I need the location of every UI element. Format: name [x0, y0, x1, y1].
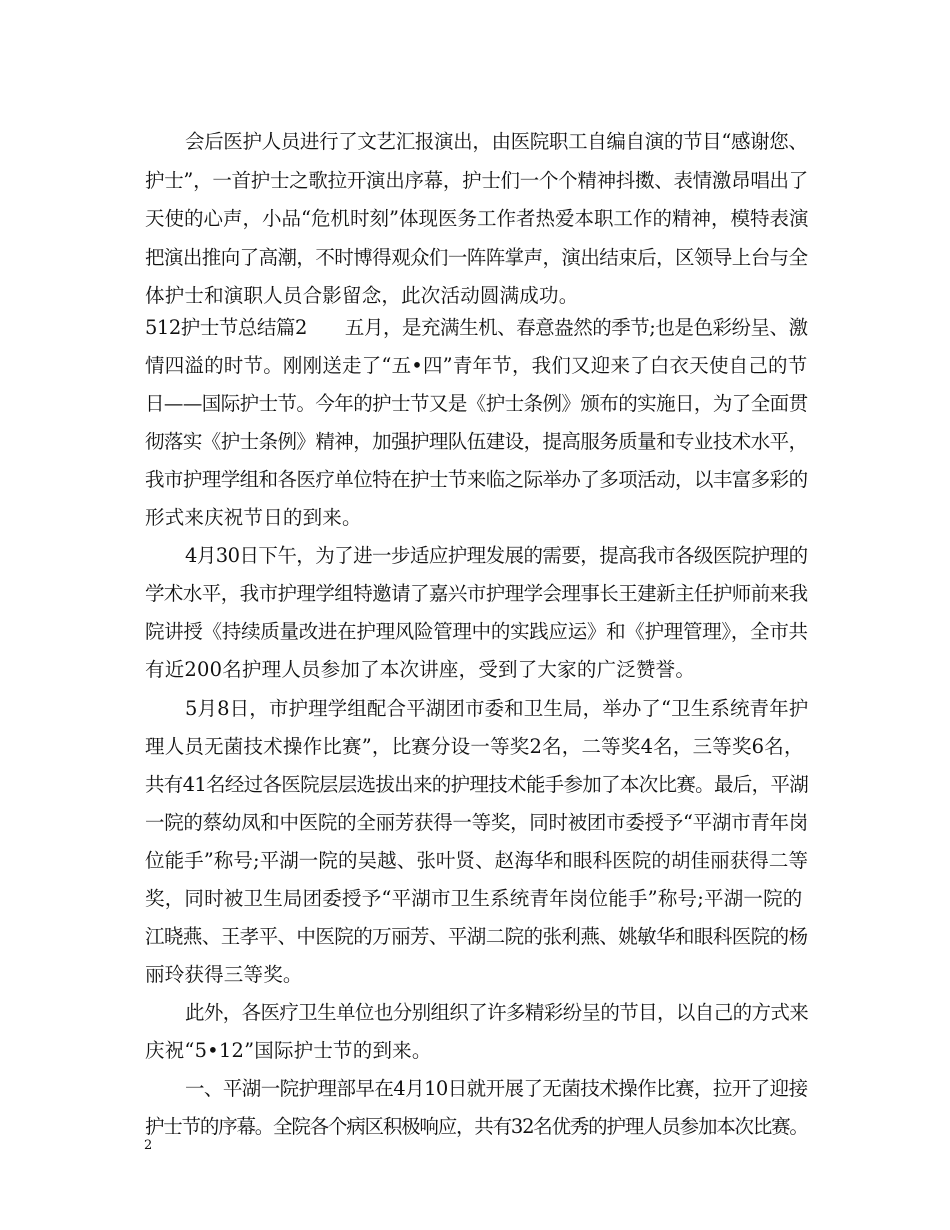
text-line: 江晓燕、王孝平、中医院的万丽芳、平湖二院的张利燕、姚敏华和眼科医院的杨 [145, 925, 808, 948]
text-line: 彻落实《护士条例》精神，加强护理队伍建设，提高服务质量和专业技术水平， [145, 430, 808, 453]
text-line: 学术水平，我市护理学组特邀请了嘉兴市护理学会理事长王建新主任护师前来我 [145, 582, 808, 605]
text-line: 庆祝“5•12”国际护士节的到来。 [145, 1039, 432, 1062]
text-line: 有近200名护理人员参加了本次讲座，受到了大家的广泛赞誉。 [145, 658, 696, 681]
text-line: 位能手”称号;平湖一院的吴越、张叶贤、赵海华和眼科医院的胡佳丽获得二等 [145, 849, 809, 872]
text-line: 护士节的序幕。全院各个病区积极响应，共有32名优秀的护理人员参加本次比赛。 [145, 1115, 808, 1138]
text-line: 丽玲获得三等奖。 [145, 963, 303, 986]
text-line: 5月8日，市护理学组配合平湖团市委和卫生局，举办了“卫生系统青年护 [185, 697, 809, 720]
text-line: 理人员无菌技术操作比赛”，比赛分设一等奖2名，二等奖4名，三等奖6名， [145, 735, 804, 758]
text-line: 形式来庆祝节日的到来。 [145, 506, 362, 529]
text-line: 天使的心声，小品“危机时刻”体现医务工作者热爱本职工作的精神，模特表演 [145, 207, 809, 230]
text-line: 情四溢的时节。刚刚送走了“五•四”青年节，我们又迎来了白衣天使自己的节 [145, 354, 808, 377]
text-line: 护士”，一首护士之歌拉开演出序幕，护士们一个个精神抖擞、表情激昂唱出了 [145, 169, 808, 192]
text-line: 共有41名经过各医院层层选拔出来的护理技术能手参加了本次比赛。最后，平湖 [145, 773, 809, 796]
text-line: 把演出推向了高潮，不时博得观众们一阵阵掌声，演出结束后，区领导上台与全 [145, 246, 808, 269]
text-line: 日——国际护士节。今年的护士节又是《护士条例》颁布的实施日，为了全面贯 [145, 392, 808, 415]
text-line: 体护士和演职人员合影留念，此次活动圆满成功。 [145, 284, 579, 307]
text-line: 4月30日下午，为了进一步适应护理发展的需要，提高我市各级医院护理的 [185, 544, 808, 567]
page-number: 2 [144, 1138, 153, 1153]
text-line: 我市护理学组和各医疗单位特在护士节来临之际举办了多项活动，以丰富多彩的 [145, 468, 808, 491]
text-line: 会后医护人员进行了文艺汇报演出，由医院职工自编自演的节目“感谢您、 [185, 130, 808, 153]
text-line: 奖，同时被卫生局团委授予“平湖市卫生系统青年岗位能手”称号;平湖一院的 [145, 887, 803, 910]
text-line: 一院的蔡幼凤和中医院的全丽芳获得一等奖，同时被团市委授予“平湖市青年岗 [145, 811, 808, 834]
text-line: 一、平湖一院护理部早在4月10日就开展了无菌技术操作比赛，拉开了迎接 [185, 1077, 808, 1100]
text-line: 512护士节总结篇2 五月，是充满生机、春意盎然的季节;也是色彩纷呈、激 [145, 316, 808, 339]
text-line: 院讲授《持续质量改进在护理风险管理中的实践应运》和《护理管理》，全市共 [145, 620, 808, 643]
text-line: 此外，各医疗卫生单位也分别组织了许多精彩纷呈的节目，以自己的方式来 [185, 1001, 809, 1024]
